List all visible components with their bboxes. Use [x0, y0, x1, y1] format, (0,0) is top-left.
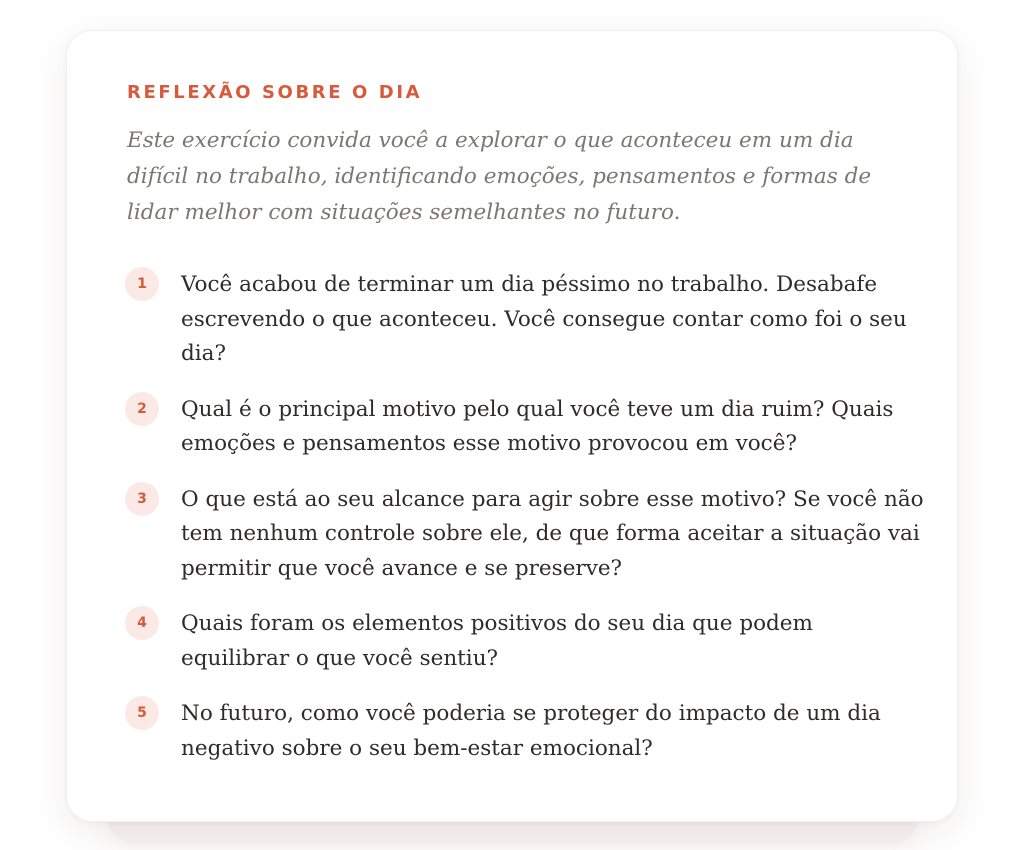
- question-text: Qual é o principal motivo pelo qual você teve um dia ruim? Quais emoções e pensamentos esse motivo provocou em você?: [181, 396, 894, 456]
- question-number-badge: 4: [125, 606, 159, 640]
- question-item-4: [125, 606, 925, 676]
- question-text: Você acabou de terminar um dia péssimo no trabalho. Desabafe escrevendo o que aconteceu. Você consegue contar como foi o seu dia?: [181, 272, 907, 366]
- question-text: Quais foram os elementos positivos do seu dia que podem equilibrar o que você sentiu?: [181, 611, 813, 671]
- question-number-badge: 1: [125, 267, 159, 301]
- reflection-card: [66, 30, 958, 822]
- section-intro: Este exercício convida você a explorar o que aconteceu em um dia difícil no trabalho, identificando emoções, pensamentos e formas de lidar melhor com situações semelhantes no futuro.: [127, 128, 872, 225]
- question-item-3: [125, 482, 925, 587]
- question-number-badge: 5: [125, 696, 159, 730]
- question-text: No futuro, como você poderia se proteger do impacto de um dia negativo sobre o seu bem-estar emocional?: [181, 701, 881, 761]
- question-item-2: [125, 392, 925, 462]
- question-item-5: [125, 696, 925, 766]
- question-number-badge: 3: [125, 482, 159, 516]
- question-list: [125, 267, 925, 766]
- question-text: O que está ao seu alcance para agir sobre esse motivo? Se você não tem nenhum controle sobre ele, de que forma aceitar a situação vai permitir que você avance e se preserve?: [181, 486, 924, 581]
- section-eyebrow-title: REFLEXÃO SOBRE O DIA: [127, 82, 423, 103]
- question-item-1: [125, 267, 925, 372]
- question-number-badge: 2: [125, 392, 159, 426]
